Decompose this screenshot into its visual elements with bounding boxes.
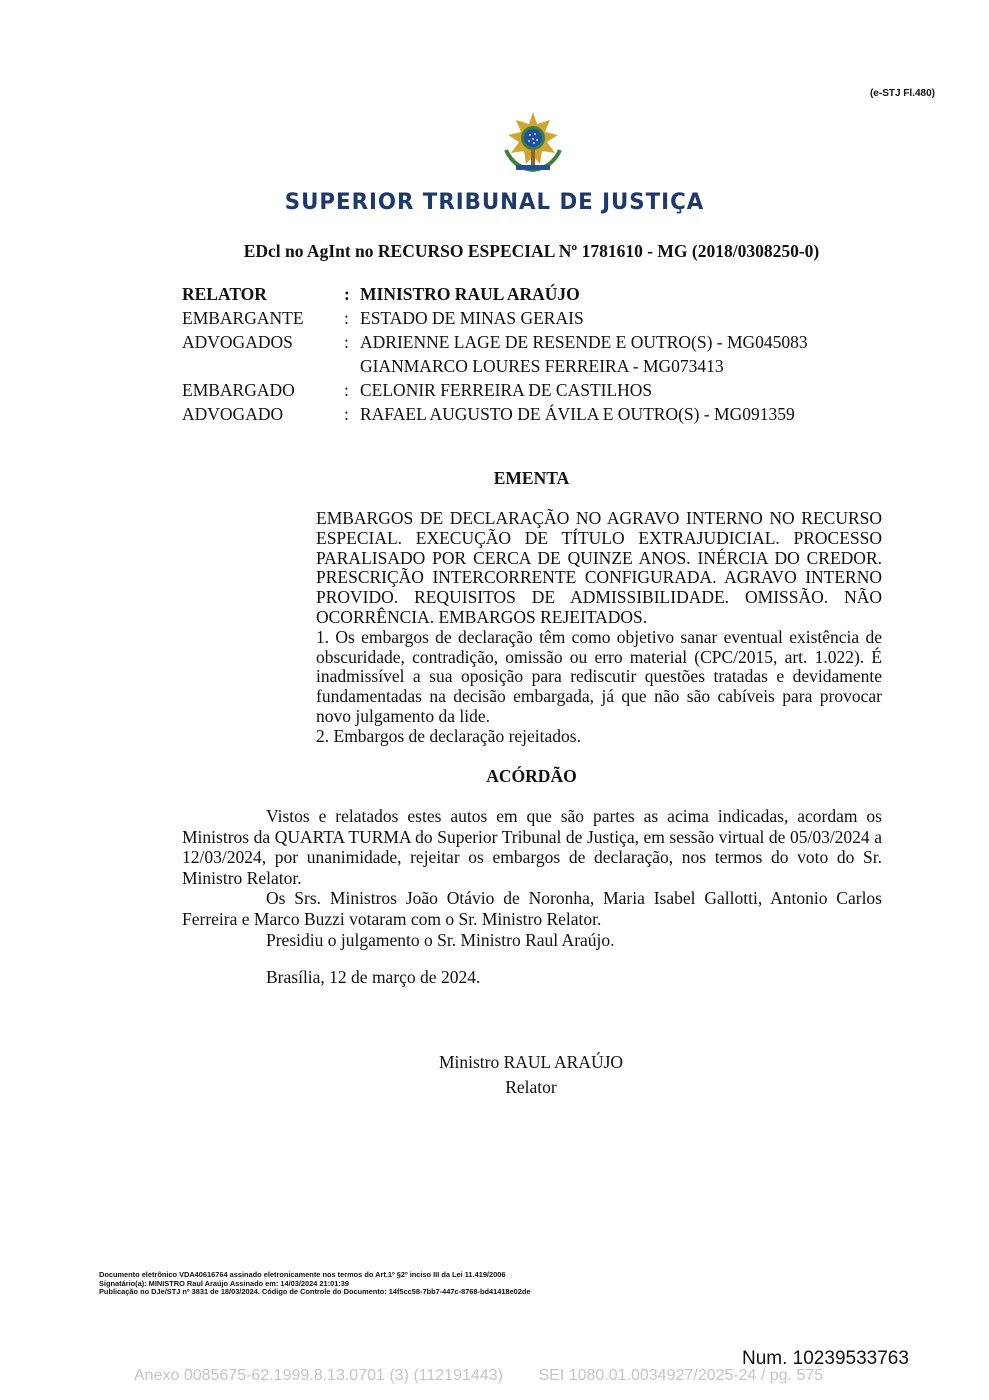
party-colon: : — [344, 284, 350, 304]
acordao-paragraph: Vistos e relatados estes autos em que são partes as acima indicadas, acordam os Ministros da QUARTA TURMA do Superior Tribunal de Justiça, em sessão virtual de 05/03/2024 a 12/03/2024, por unanimidade, rejeitar os embargos de declaração, nos termos do voto do Sr. Ministro Relator. — [182, 806, 882, 888]
party-role: RELATOR — [182, 284, 267, 304]
footer-line: Documento eletrônico VDA40616764 assinado eletronicamente nos termos do Art.1º §2º inciso III da Lei 11.419/2006 — [99, 1270, 506, 1279]
acordao-body — [182, 806, 882, 950]
party-colon: : — [344, 308, 349, 328]
signature-name: Ministro RAUL ARAÚJO — [438, 1052, 624, 1072]
ementa-body — [316, 509, 882, 747]
party-colon: : — [344, 380, 349, 400]
signature-role: Relator — [505, 1077, 557, 1097]
acordao-paragraph: Os Srs. Ministros João Otávio de Noronha, Maria Isabel Gallotti, Antonio Carlos Ferreira e Marco Buzzi votaram com o Sr. Ministro Relator. — [182, 888, 882, 929]
page-reference: (e-STJ Fl.480) — [869, 88, 935, 99]
acordao-paragraph: Presidiu o julgamento o Sr. Ministro Raul Araújo. — [266, 929, 615, 950]
case-title: EDcl no AgInt no RECURSO ESPECIAL Nº 1781610 - MG (2018/0308250-0) — [243, 241, 820, 261]
party-row — [182, 306, 808, 330]
anexo-watermark: Anexo 0085675-62.1999.8.13.0701 (3) (112191443) SEI 1080.01.0034927/2025-24 / pg. 575 — [134, 1367, 824, 1384]
court-name: SUPERIOR TRIBUNAL DE JUSTIÇA — [284, 190, 705, 215]
party-row — [182, 378, 808, 402]
party-name: ADRIENNE LAGE DE RESENDE E OUTRO(S) - MG045083 — [360, 332, 808, 352]
ementa-paragraph: 1. Os embargos de declaração têm como objetivo sanar eventual existência de obscuridade, contradição, omissão ou erro material (CPC/2015, art. 1.022). É inadmissível a sua oposição para rediscutir questões tratadas e devidamente fundamentadas na decisão embargada, já que não são cabíveis para provocar novo julgamento da lide. — [316, 626, 882, 726]
party-name: CELONIR FERREIRA DE CASTILHOS — [360, 380, 653, 400]
party-row — [182, 354, 808, 378]
parties-block — [182, 282, 808, 426]
party-role: EMBARGANTE — [182, 308, 304, 328]
footer-line: Publicação no DJe/STJ nº 3831 de 18/03/2024. Código de Controle do Documento: 14f5cc58-7bb7-447c-8768-bd41418e02de — [99, 1287, 531, 1297]
party-row — [182, 402, 808, 426]
party-name: RAFAEL AUGUSTO DE ÁVILA E OUTRO(S) - MG091359 — [360, 404, 795, 424]
party-name: MINISTRO RAUL ARAÚJO — [360, 284, 580, 304]
document-number: Num. 10239533763 — [742, 1348, 909, 1369]
party-name: ESTADO DE MINAS GERAIS — [360, 308, 584, 328]
party-role: ADVOGADOS — [182, 332, 293, 352]
party-row — [182, 330, 808, 354]
party-colon — [344, 354, 360, 378]
party-role: EMBARGADO — [182, 380, 295, 400]
party-name: GIANMARCO LOURES FERREIRA - MG073413 — [360, 356, 724, 376]
ementa-heading: EMENTA — [493, 468, 570, 488]
party-colon: : — [344, 404, 349, 424]
party-role — [182, 354, 344, 378]
ementa-paragraph: EMBARGOS DE DECLARAÇÃO NO AGRAVO INTERNO NO RECURSO ESPECIAL. EXECUÇÃO DE TÍTULO EXTRAJUDICIAL. PROCESSO PARALISADO POR CERCA DE QUINZE ANOS. INÉRCIA DO CREDOR. PRESCRIÇÃO INTERCORRENTE CONFIGURADA. AGRAVO INTERNO PROVIDO. REQUISITOS DE ADMISSIBILIDADE. OMISSÃO. NÃO OCORRÊNCIA. EMBARGOS REJEITADOS. — [316, 508, 882, 627]
date-line: Brasília, 12 de março de 2024. — [266, 967, 481, 987]
signature-block — [400, 1050, 662, 1100]
acordao-heading: ACÓRDÃO — [486, 766, 577, 786]
party-row — [182, 282, 808, 306]
brazil-coat-of-arms-icon — [500, 110, 566, 174]
party-role: ADVOGADO — [182, 404, 284, 424]
ementa-paragraph: 2. Embargos de declaração rejeitados. — [316, 725, 581, 746]
electronic-signature-footer — [99, 1271, 531, 1297]
footer-line: Signatário(a): MINISTRO Raul Araújo Assinado em: 14/03/2024 21:01:39 — [99, 1278, 349, 1288]
party-colon: : — [344, 332, 349, 352]
